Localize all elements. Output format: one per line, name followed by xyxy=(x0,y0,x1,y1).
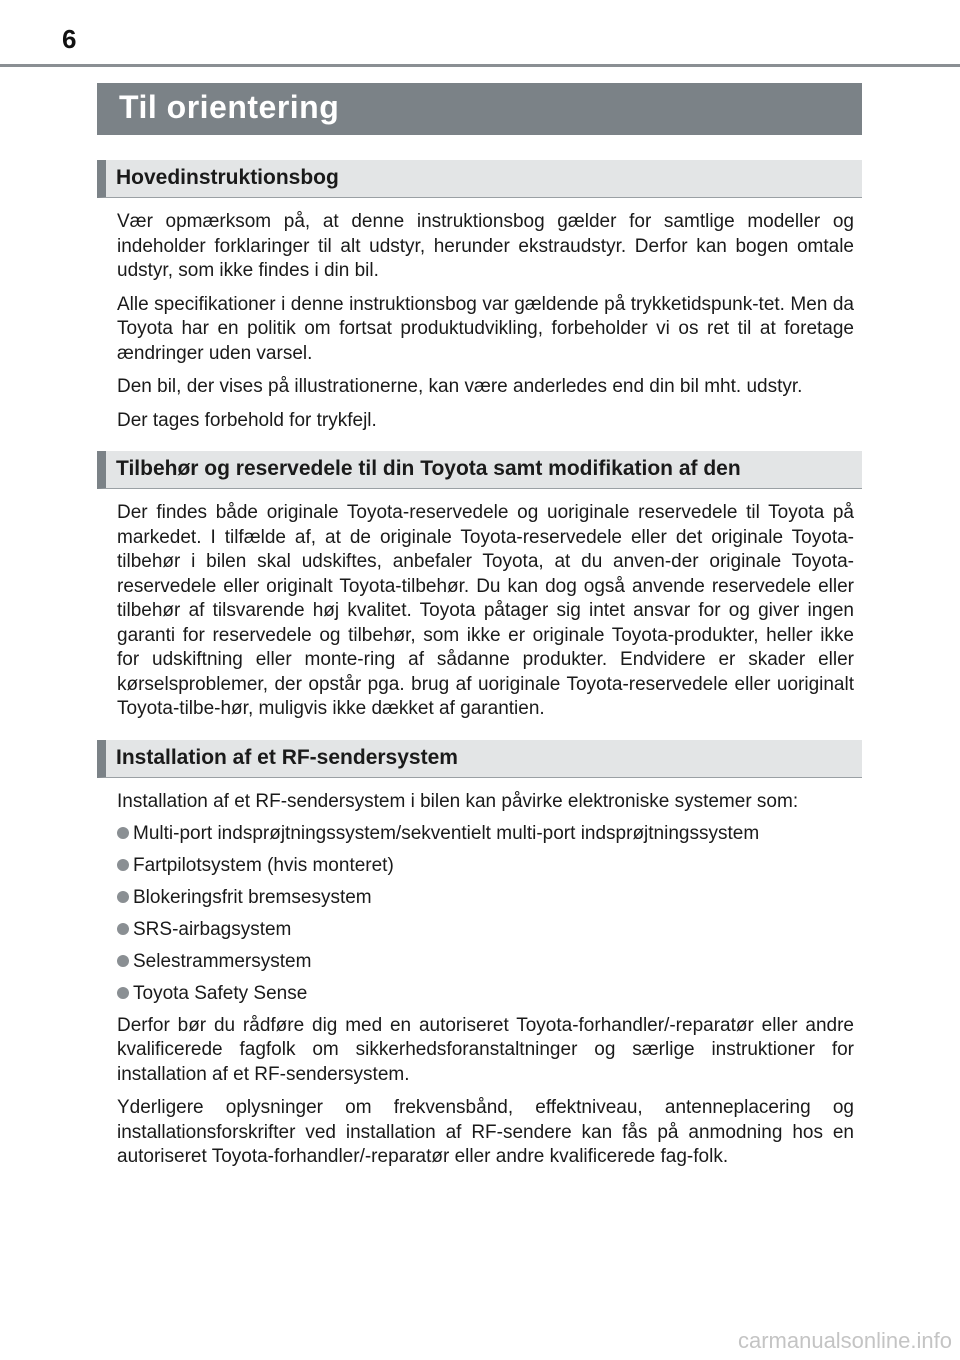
paragraph: Alle specifikationer i denne instruktionsbog var gældende på trykketidspunk-tet. Men da Toyota har en politik om fortsat produktudvikling, forbeholder vi os ret til at foretage ændringer uden varsel. xyxy=(117,293,854,364)
list-item xyxy=(117,982,854,1007)
list-item-text: Blokeringsfrit bremsesystem xyxy=(133,886,372,908)
page-content xyxy=(97,160,862,1170)
list-item-text: Multi-port indsprøjtningssystem/sekventielt multi-port indsprøjtningssystem xyxy=(133,822,760,844)
bullet-dot-icon xyxy=(117,859,129,871)
paragraph: Der tages forbehold for trykfejl. xyxy=(117,409,377,431)
list-item xyxy=(117,886,854,911)
page-number: 6 xyxy=(62,24,77,54)
section-heading-text: Hovedinstruktionsbog xyxy=(116,166,339,189)
list-item-text: Selestrammersystem xyxy=(133,950,312,972)
list-item-text: Toyota Safety Sense xyxy=(133,982,308,1004)
bullet-dot-icon xyxy=(117,827,129,839)
bullet-dot-icon xyxy=(117,987,129,999)
section-heading-hovedinstruktionsbog xyxy=(97,160,862,198)
list-item xyxy=(117,822,854,847)
chapter-title: Til orientering xyxy=(119,89,340,125)
bullet-dot-icon xyxy=(117,891,129,903)
section-heading-rf-sendersystem xyxy=(97,740,862,778)
list-item-text: SRS-airbagsystem xyxy=(133,918,292,940)
section-heading-text: Tilbehør og reservedele til din Toyota samt modifikation af den xyxy=(116,457,741,480)
bullet-dot-icon xyxy=(117,955,129,967)
list-item xyxy=(117,918,854,943)
paragraph: Derfor bør du rådføre dig med en autoriseret Toyota-forhandler/-reparatør eller andre kvalificerede fagfolk om sikkerhedsforanstaltninger og særlige instruktioner for installation af et RF-sendersystem. xyxy=(117,1014,854,1085)
paragraph: Der findes både originale Toyota-reservedele og uoriginale reservedele til Toyota på markedet. I tilfælde af, at de originale Toyota-reservedele eller det originale Toyota-tilbehør i bilen skal udskiftes, anbefaler Toyota, at du anven-der originale Toyota-reservedele eller originalt Toyota-tilbehør. Du kan dog også anvende reservedele eller tilbehør af tilsvarende høj kvalitet. Toyota påtager sig intet ansvar for og giver ingen garanti for reservedele og tilbehør, som ikke er originale Toyota-produkter, heller ikke for udskiftning eller monte-ring af sådanne produkter. Endvidere er skader eller kørselsproblemer, der opstår pga. brug af uoriginale Toyota-reservedele eller uoriginalt Toyota-tilbe-hør, muligvis ikke dækket af garantien. xyxy=(117,502,854,719)
bullet-dot-icon xyxy=(117,923,129,935)
chapter-header xyxy=(97,83,862,135)
list-item xyxy=(117,854,854,879)
paragraph: Vær opmærksom på, at denne instruktionsbog gælder for samtlige modeller og indeholder forklaringer til alt udstyr, herunder ekstraudstyr. Derfor kan bogen omtale udstyr, som ikke findes i din bil. xyxy=(117,211,854,281)
watermark: carmanualsonline.info xyxy=(737,1328,952,1353)
section-heading-text: Installation af et RF-sendersystem xyxy=(116,745,458,769)
header-rule xyxy=(0,64,960,67)
paragraph: Den bil, der vises på illustrationerne, kan være anderledes end din bil mht. udstyr. xyxy=(117,376,803,397)
paragraph-intro: Installation af et RF-sendersystem i bilen kan påvirke elektroniske systemer som: xyxy=(117,790,799,812)
section-heading-tilbehor xyxy=(97,451,862,489)
paragraph: Yderligere oplysninger om frekvensbånd, effektniveau, antenneplacering og installationsforskrifter ved installation af RF-sendere kan fås på anmodning hos en autoriseret Toyota-forhandler/-reparatør eller andre kvalificerede fag-folk. xyxy=(117,1097,854,1167)
list-item xyxy=(117,950,854,975)
list-item-text: Fartpilotsystem (hvis monteret) xyxy=(133,854,394,876)
